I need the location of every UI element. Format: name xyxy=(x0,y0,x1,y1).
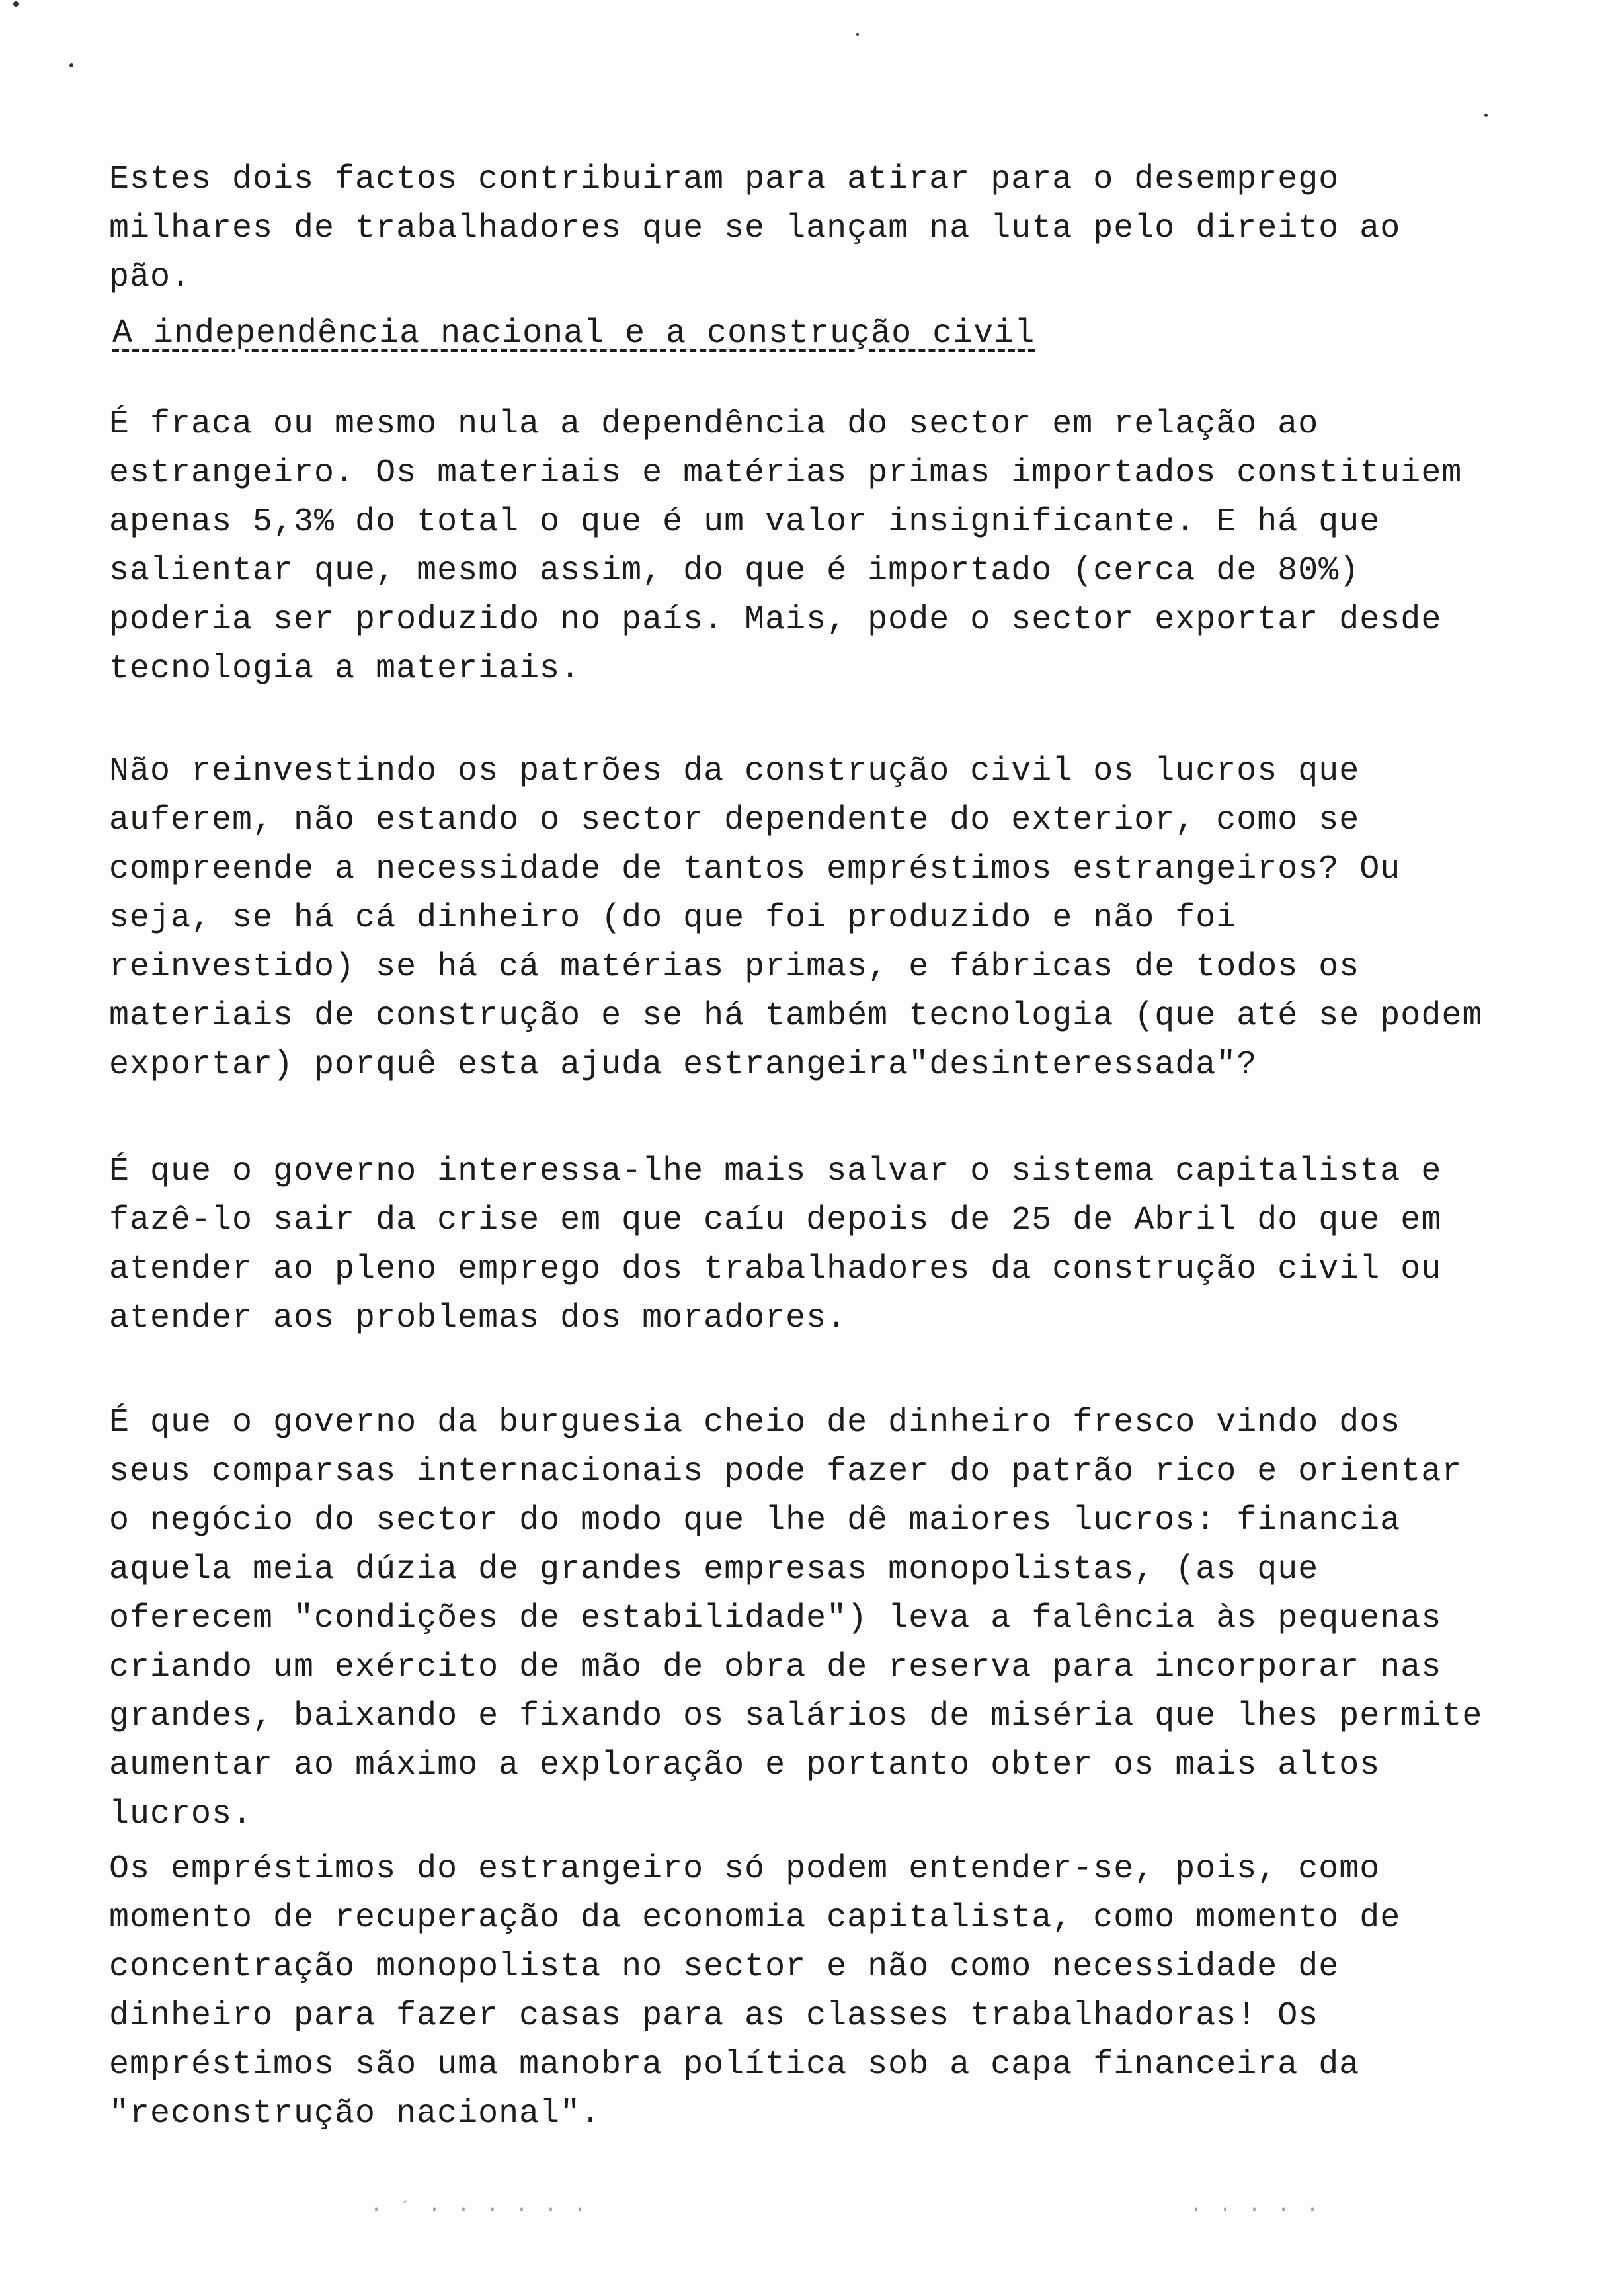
paragraph-dependence: É fraca ou mesmo nula a dependência do sector em relação ao estrangeiro. Os materiais e matérias primas importados constituiem apenas 5,3% do total o que é um valor insignificante. E há que salientar que, mesmo assim, do que é importado (cerca de 80%) poderia ser produzido no país. Mais, pode o sector exportar desde tecnologia a materiais. xyxy=(109,405,1463,688)
footer-smudge-right: · · · · · xyxy=(1190,2199,1322,2221)
speck-mark xyxy=(13,1,19,7)
paragraph-foreign-loans: Os empréstimos do estrangeiro só podem entender-se, pois, como momento de recuperação da economia capitalista, como momento de concentração monopolista no sector e não como necessidade de dinheiro para fazer casas para as classes trabalhadoras! Os empréstimos são uma manobra política sob a capa financeira da "reconstrução nacional". xyxy=(109,1850,1401,2133)
speck-mark xyxy=(1484,114,1488,117)
speck-mark xyxy=(856,33,859,36)
speck-mark xyxy=(69,63,73,67)
section-heading: A independência nacional e a construção civil xyxy=(112,315,1035,352)
paragraph-bourgeois-government: É que o governo da burguesia cheio de dinheiro fresco vindo dos seus comparsas internacionais pode fazer do patrão rico e orientar o negócio do sector do modo que lhe dê maiores lucros: financia aquela meia dúzia de grandes empresas monopolistas, (as que oferecem "condições de estabilidade") leva a falência às pequenas criando um exército de mão de obra de reserva para incorporar nas grandes, baixando e fixando os salários de miséria que lhes permite aumentar ao máximo a exploração e portanto obter os mais altos lucros. xyxy=(109,1404,1483,1833)
paragraph-government-interest: É que o governo interessa-lhe mais salvar o sistema capitalista e fazê-lo sair da crise em que caíu depois de 25 de Abril do que em atender ao pleno emprego dos trabalhadores da construção civil ou atender aos problemas dos moradores. xyxy=(109,1153,1442,1337)
paragraph-unemployment: Estes dois factos contribuiram para atirar para o desemprego milhares de trabalhadores que se lançam na luta pelo direito ao pão. xyxy=(109,161,1401,296)
footer-smudge-left: · ´ · · · · · · xyxy=(370,2199,589,2221)
paragraph-reinvestment: Não reinvestindo os patrões da construção civil os lucros que auferem, não estando o sector dependente do exterior, como se compreende a necessidade de tantos empréstimos estrangeiros? Ou seja, se há cá dinheiro (do que foi produzido e não foi reinvestido) se há cá matérias primas, e fábricas de todos os materiais de construção e se há também tecnologia (que até se podem exportar) porquê esta ajuda estrangeira"desinteressada"? xyxy=(109,753,1483,1084)
